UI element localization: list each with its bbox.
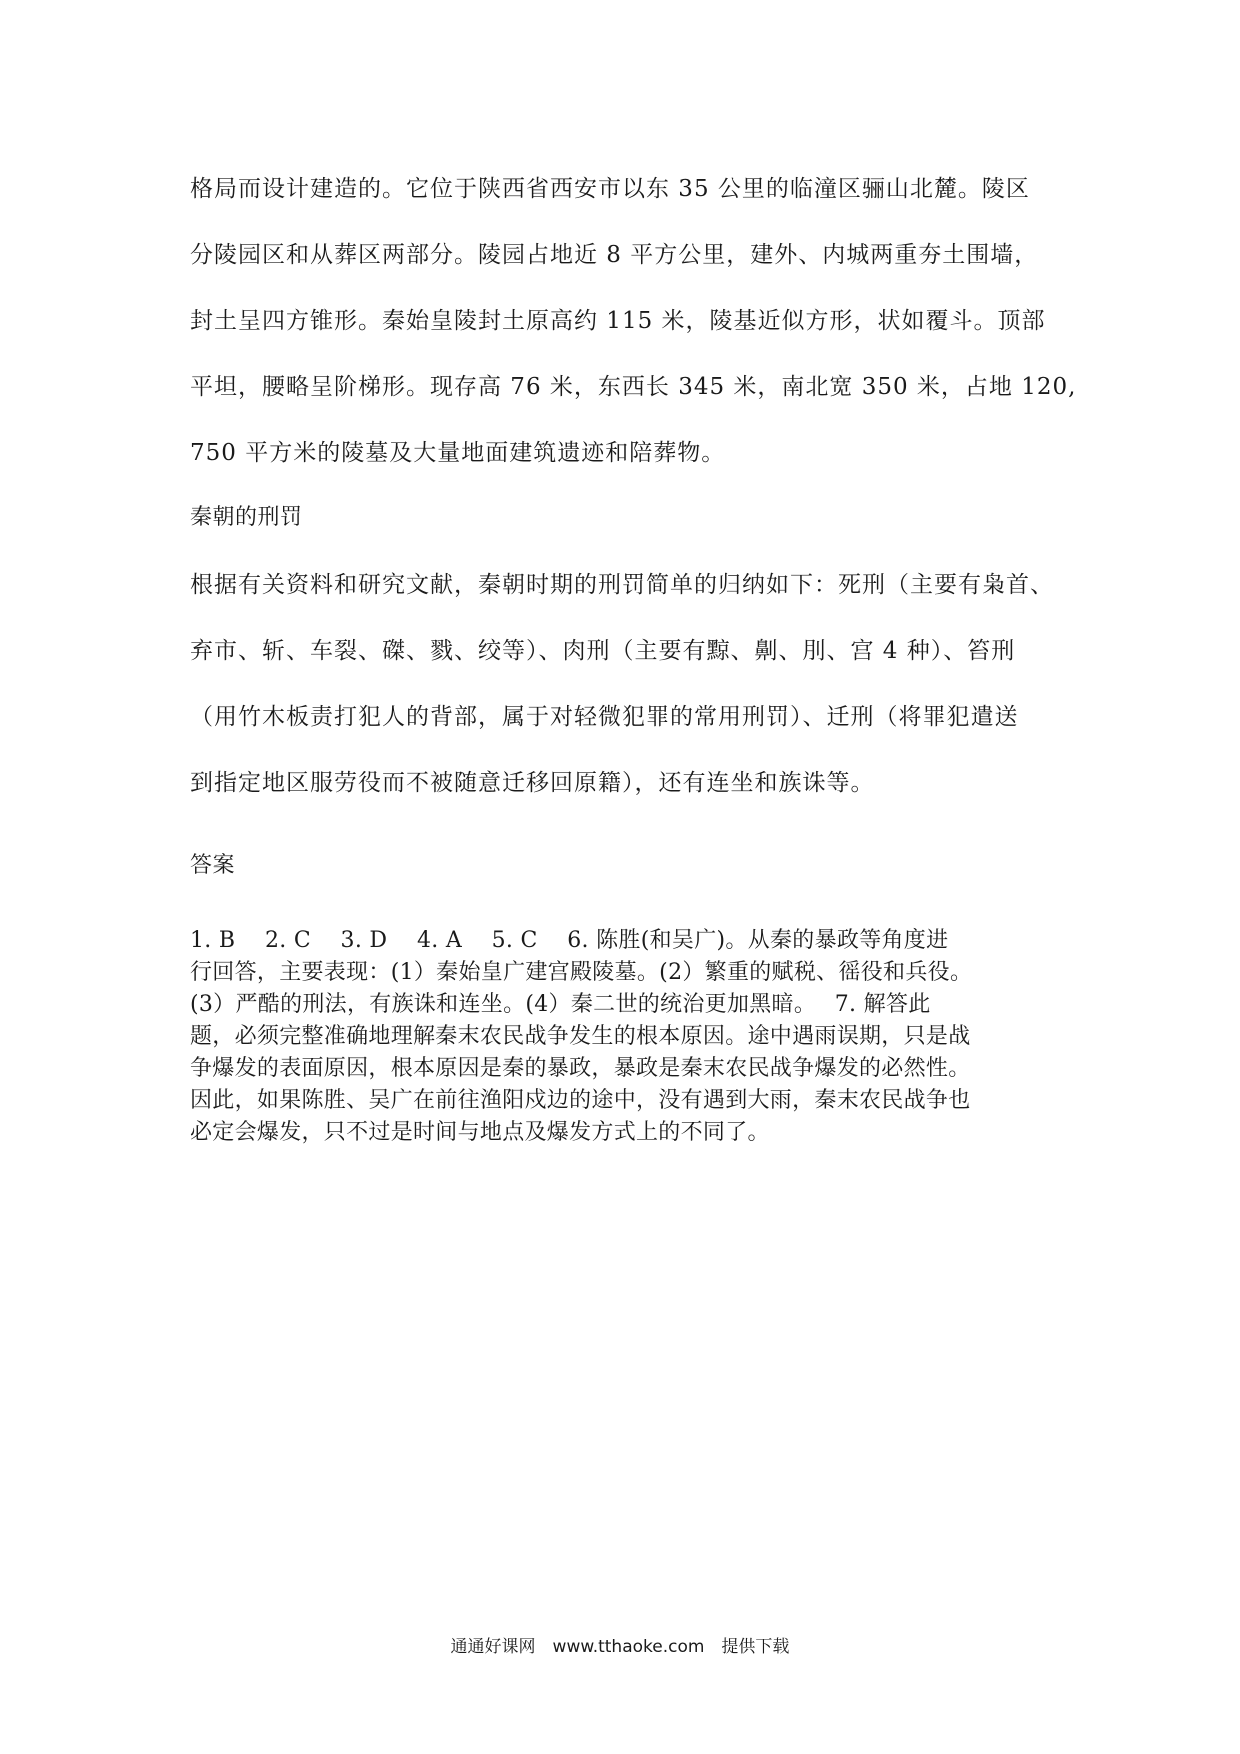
answer-line-6: 因此，如果陈胜、吴广在前往渔阳戍边的途中，没有遇到大雨，秦末农民战争也 bbox=[190, 1088, 971, 1113]
intro-line-5: 750 平方米的陵墓及大量地面建筑遗迹和陪葬物。 bbox=[190, 440, 726, 466]
answer-line-5: 争爆发的表面原因，根本原因是秦的暴政，暴政是秦末农民战争爆发的必然性。 bbox=[190, 1056, 971, 1081]
answer-line-3: (3）严酷的刑法，有族诛和连坐。(4）秦二世的统治更加黑暗。 7. 解答此 bbox=[190, 992, 931, 1017]
intro-line-3: 封土呈四方锥形。秦始皇陵封土原高约 115 米，陵基近似方形，状如覆斗。顶部 bbox=[190, 308, 1046, 334]
page-footer: 通通好课网 www.tthaoke.com 提供下载 bbox=[450, 1637, 790, 1657]
intro-line-4: 平坦，腰略呈阶梯形。现存高 76 米，东西长 345 米，南北宽 350 米，占地 120, bbox=[190, 374, 1077, 400]
answer-line-1: 1. B 2. C 3. D 4. A 5. C 6. 陈胜(和吴广)。从秦的暴政等角度进 bbox=[190, 928, 949, 953]
answer-line-2: 行回答，主要表现：(1）秦始皇广建宫殿陵墓。(2）繁重的赋税、徭役和兵役。 bbox=[190, 960, 973, 985]
answer-title: 答案 bbox=[190, 853, 236, 878]
intro-line-2: 分陵园区和从葬区两部分。陵园占地近 8 平方公里，建外、内城两重夯土围墙， bbox=[190, 242, 1039, 268]
punishment-line-1: 根据有关资料和研究文献，秦朝时期的刑罚简单的归纳如下：死刑（主要有枭首、 bbox=[190, 572, 1054, 598]
punishment-line-2: 弃市、斩、车裂、磔、戮、绞等）、肉刑（主要有黥、劓、刖、宫 4 种）、笞刑 bbox=[190, 638, 1016, 664]
intro-line-1: 格局而设计建造的。它位于陕西省西安市以东 35 公里的临潼区骊山北麓。陵区 bbox=[190, 176, 1030, 202]
section-title: 秦朝的刑罚 bbox=[190, 505, 303, 530]
answer-paragraph bbox=[190, 925, 1070, 1149]
punishment-line-4: 到指定地区服劳役而不被随意迁移回原籍），还有连坐和族诛等。 bbox=[190, 770, 875, 796]
answer-line-4: 题，必须完整准确地理解秦末农民战争发生的根本原因。途中遇雨误期，只是战 bbox=[190, 1024, 971, 1049]
answer-line-7: 必定会爆发，只不过是时间与地点及爆发方式上的不同了。 bbox=[190, 1120, 770, 1145]
punishment-line-3: （用竹木板责打犯人的背部，属于对轻微犯罪的常用刑罚）、迁刑（将罪犯遣送 bbox=[190, 704, 1019, 730]
